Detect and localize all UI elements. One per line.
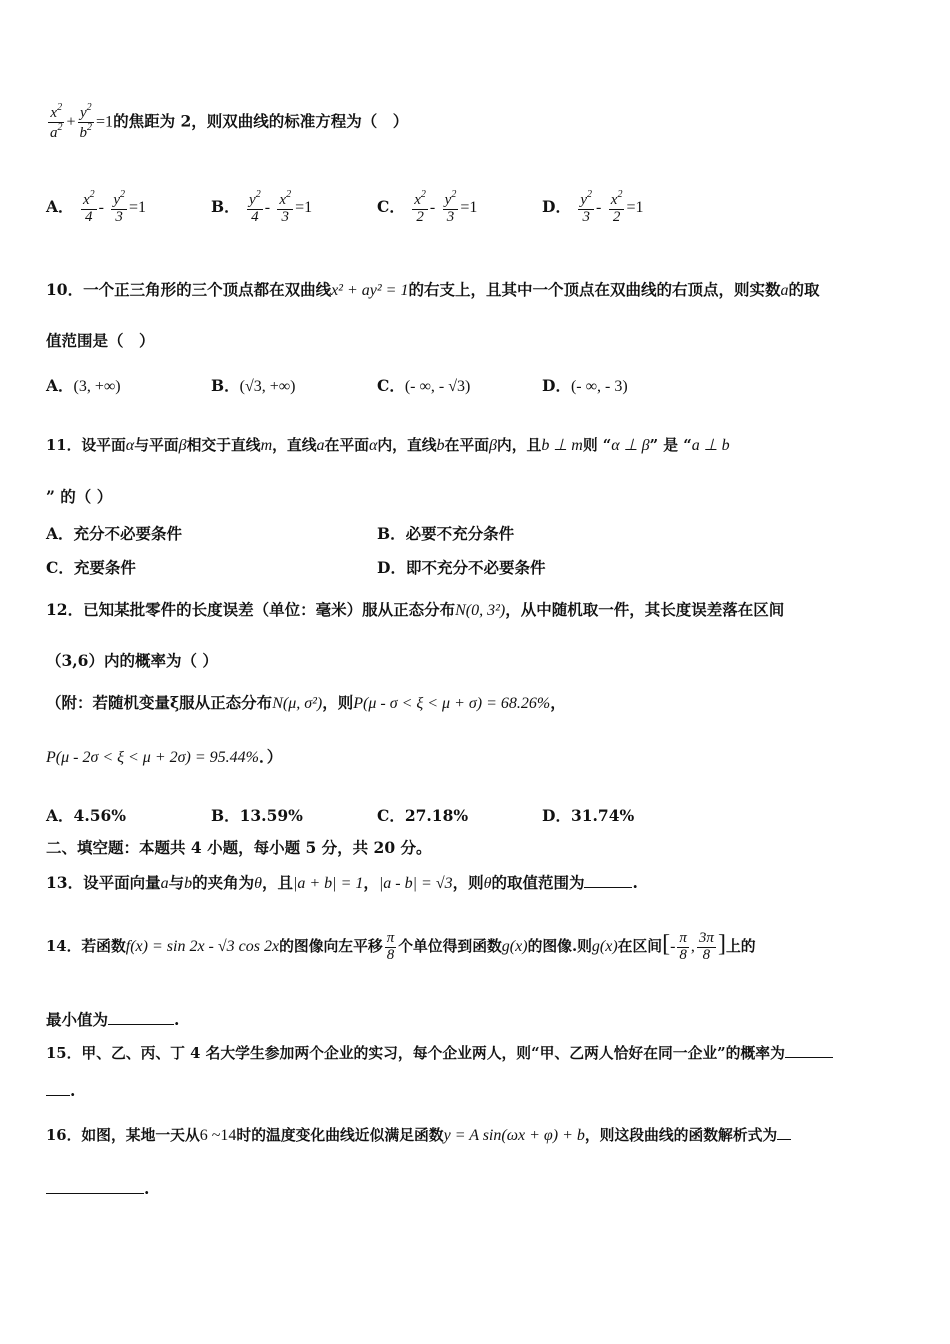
answer-blank[interactable] — [777, 1127, 791, 1140]
q14-stem-line2: 最小值为 . — [46, 1010, 180, 1029]
answer-blank[interactable] — [108, 1012, 174, 1025]
q9-option-b[interactable]: B． $\frac{y^2}{4}$ - $\frac{x^2}{3}$ =1 — [211, 189, 313, 225]
q12-option-b[interactable]: B．13.59% — [211, 806, 303, 825]
q12-stem: 12．已知某批零件的长度误差（单位：毫米）服从正态分布N(0, 3²)，从中随机取一件，其长度误差落在区间 — [46, 600, 785, 619]
q10-option-b[interactable]: B．(√3, +∞) — [211, 376, 296, 395]
q12-note-line2: P(μ - 2σ < ξ < μ + 2σ) = 95.44%．） — [46, 747, 283, 766]
ellipse-y-term: $\frac{y^2}{b^2}$ — [79, 102, 93, 141]
q11-option-a[interactable]: A．充分不必要条件 — [46, 524, 183, 543]
q10-option-d[interactable]: D．(- ∞, - 3) — [542, 376, 628, 395]
q10-stem: 10．一个正三角形的三个顶点都在双曲线x² + ay² = 1的右支上，且其中一个顶点在双曲线的右顶点，则实数a的取 — [46, 280, 820, 299]
q14-stem: 14．若函数f(x) = sin 2x - √3 cos 2x的图像向左平移 $\frac{\pi}{8}$ 个单位得到函数g(x)的图像.则g(x)在区间[- $\frac{\pi}{8}$ , $\frac{3\pi}{8}$ ]上的 — [46, 929, 756, 963]
q11-option-b[interactable]: B．必要不充分条件 — [377, 524, 515, 543]
q11-stem: 11．设平面α与平面β相交于直线m，直线a在平面α内，直线b在平面β内，且b ⊥ m则 “α ⊥ β” 是 “a ⊥ b — [46, 437, 730, 454]
section-heading-fill-in: 二、填空题：本题共 4 小题，每小题 5 分，共 20 分。 — [46, 838, 432, 857]
answer-blank[interactable] — [584, 875, 632, 888]
q16-stem-line2: . — [46, 1180, 149, 1199]
q9-option-d[interactable]: D． $\frac{y^2}{3}$ - $\frac{x^2}{2}$ =1 — [542, 189, 644, 225]
q12-option-a[interactable]: A．4.56% — [46, 806, 127, 825]
q9-option-a[interactable]: A． $\frac{x^2}{4}$ - $\frac{y^2}{3}$ =1 — [46, 189, 147, 225]
q12-note: （附：若随机变量ξ服从正态分布N(μ, σ²)，则P(μ - σ < ξ < μ + σ) = 68.26%， — [46, 693, 566, 712]
q15-stem-line2: . — [46, 1082, 75, 1101]
q12-option-c[interactable]: C．27.18% — [377, 806, 469, 825]
q11-stem-line2: ” 的（ ） — [46, 487, 113, 506]
q9-stem: $\frac{x^2}{a^2}$ + $\frac{y^2}{b^2}$ =1的焦距为 2，则双曲线的标准方程为（ ） — [50, 102, 409, 141]
q11-option-d[interactable]: D．即不充分不必要条件 — [377, 558, 546, 577]
q10-option-c[interactable]: C．(- ∞, - √3) — [377, 376, 471, 395]
answer-blank[interactable] — [785, 1045, 833, 1058]
ellipse-x-term: $\frac{x^2}{a^2}$ — [50, 102, 63, 141]
q13-stem: 13．设平面向量a与b的夹角为θ，且|a + b| = 1，|a - b| = √3，则θ的取值范围为 . — [46, 873, 638, 892]
q10-stem-line2: 值范围是（ ） — [46, 331, 155, 350]
q16-stem: 16．如图，某地一天从6 ~14时的温度变化曲线近似满足函数y = A sin(ωx + φ) + b，则这段曲线的函数解析式为 — [46, 1126, 791, 1145]
q11-option-c[interactable]: C．充要条件 — [46, 558, 136, 577]
answer-blank-cont[interactable] — [46, 1083, 70, 1096]
answer-blank-cont[interactable] — [46, 1181, 144, 1194]
q12-option-d[interactable]: D．31.74% — [542, 806, 635, 825]
q9-option-c[interactable]: C． $\frac{x^2}{2}$ - $\frac{y^2}{3}$ =1 — [377, 189, 478, 225]
q10-option-a[interactable]: A．(3, +∞) — [46, 376, 121, 395]
q12-stem-line2: （3,6）内的概率为（ ） — [46, 651, 218, 670]
q15-stem: 15．甲、乙、丙、丁 4 名大学生参加两个企业的实习，每个企业两人，则“甲、乙两人恰好在同一企业”的概率为 — [46, 1045, 833, 1063]
